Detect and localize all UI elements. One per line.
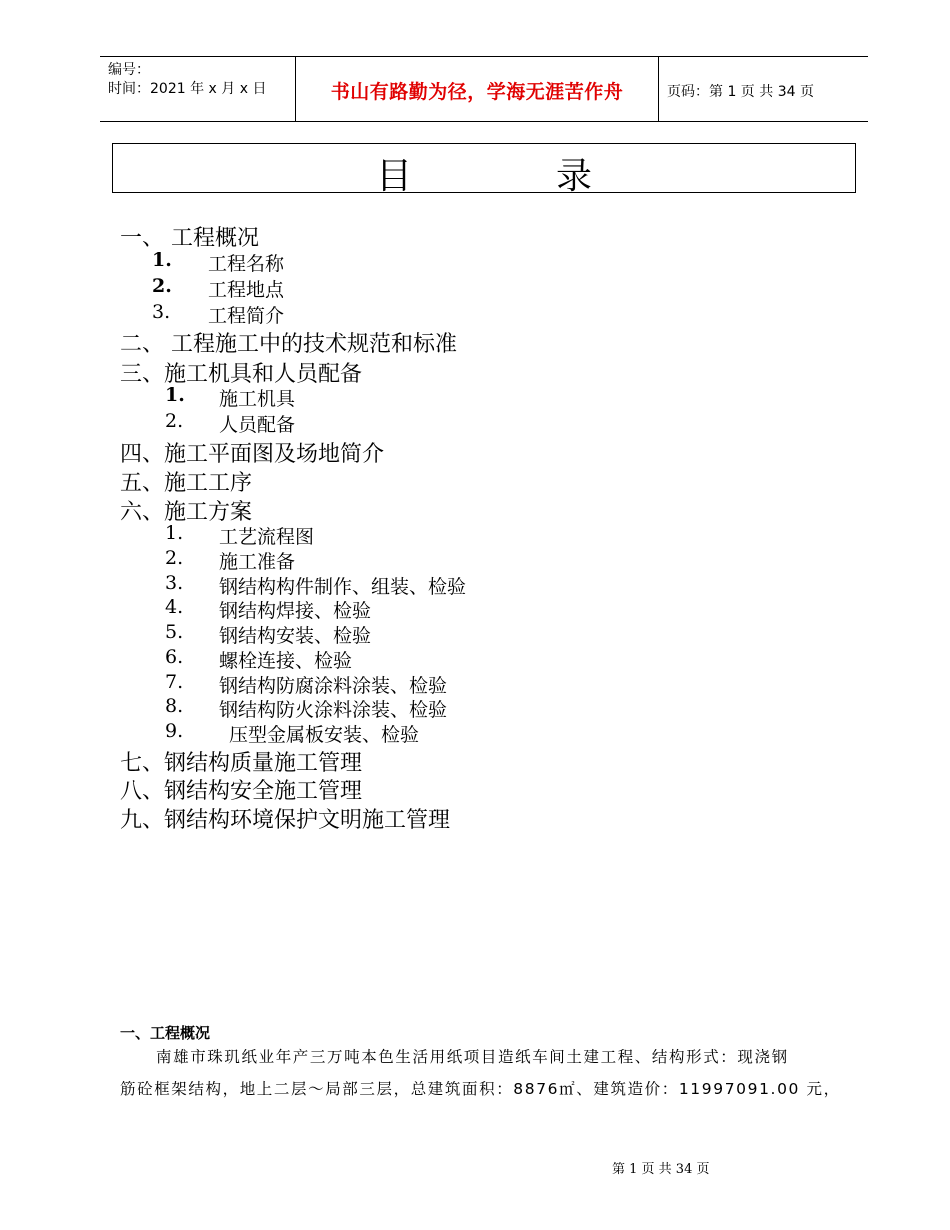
header-page-cell — [659, 57, 868, 121]
toc-subentry-text: 钢结构焊接、检验 — [219, 600, 372, 622]
toc-subentry-text: 压型金属板安装、检验 — [229, 724, 420, 746]
toc-subentry-number: 1. — [165, 384, 185, 406]
toc-entry-3[interactable]: 三、施工机具和人员配备 — [120, 362, 363, 387]
toc-subentry-number: 1. — [152, 249, 172, 271]
toc-subentry-number: 6. — [165, 646, 184, 668]
toc-subentry-number: 9. — [165, 720, 184, 742]
toc-entry-1[interactable]: 一、 工程概况 — [120, 226, 259, 251]
toc-entry-5[interactable]: 五、施工工序 — [120, 471, 253, 496]
toc-subentry-text: 工程名称 — [208, 253, 285, 275]
toc-subentry-number: 2. — [152, 275, 172, 297]
toc-entry-6[interactable]: 六、施工方案 — [120, 500, 253, 525]
toc-subentry-number: 1. — [165, 522, 184, 544]
toc-subentry-number: 3. — [152, 301, 171, 323]
toc-subentry-number: 5. — [165, 621, 184, 643]
page-header — [100, 56, 868, 122]
header-info-cell — [100, 57, 296, 121]
toc-subentry-number: 4. — [165, 596, 184, 618]
section-heading: 一、工程概况 — [120, 1024, 211, 1042]
toc-entry-2[interactable]: 二、 工程施工中的技术规范和标准 — [120, 332, 457, 357]
header-page-number: 页码：第 1 页 共 34 页 — [667, 84, 814, 100]
toc-title-char-2: 录 — [556, 156, 593, 197]
toc-subentry-text: 钢结构防火涂料涂装、检验 — [219, 699, 448, 721]
toc-subentry-text: 人员配备 — [219, 414, 296, 436]
toc-entry-7[interactable]: 七、钢结构质量施工管理 — [120, 751, 363, 776]
toc-subentry-number: 7. — [165, 671, 184, 693]
toc-subentry-text: 钢结构防腐涂料涂装、检验 — [219, 675, 448, 697]
document-number-label: 编号： — [108, 62, 150, 78]
header-motto: 书山有路勤为径，学海无涯苦作舟 — [330, 81, 624, 103]
toc-entry-4[interactable]: 四、施工平面图及场地简介 — [120, 442, 385, 467]
body-paragraph-line-2: 筋砼框架结构，地上二层～局部三层，总建筑面积：8876㎡、建筑造价：11997091.00 元， — [120, 1080, 841, 1098]
toc-subentry-text: 工程地点 — [208, 279, 285, 301]
toc-entry-9[interactable]: 九、钢结构环境保护文明施工管理 — [120, 808, 451, 833]
toc-subentry-text: 螺栓连接、检验 — [219, 650, 353, 672]
toc-title-box — [112, 143, 856, 197]
toc-subentry-text: 工程简介 — [208, 305, 285, 327]
toc-subentry-text: 钢结构构件制作、组装、检验 — [219, 576, 467, 598]
document-date-label: 时间：2021 年 x 月 x 日 — [108, 81, 267, 97]
toc-entry-8[interactable]: 八、钢结构安全施工管理 — [120, 779, 363, 804]
toc-subentry-number: 2. — [165, 547, 184, 569]
toc-subentry-text: 施工机具 — [219, 388, 296, 410]
toc-subentry-number: 8. — [165, 695, 184, 717]
header-motto-cell — [296, 57, 659, 121]
toc-subentry-text: 钢结构安装、检验 — [219, 625, 372, 647]
page-footer: 第 1 页 共 34 页 — [612, 1162, 710, 1177]
body-paragraph-line-1: 南雄市珠玑纸业年产三万吨本色生活用纸项目造纸车间土建工程、结构形式：现浇钢 — [156, 1048, 789, 1066]
toc-subentry-text: 施工准备 — [219, 551, 296, 573]
toc-subentry-text: 工艺流程图 — [219, 526, 315, 548]
toc-title-char-1: 目 — [376, 156, 413, 197]
toc-subentry-number: 2. — [165, 410, 184, 432]
toc-subentry-number: 3. — [165, 572, 184, 594]
